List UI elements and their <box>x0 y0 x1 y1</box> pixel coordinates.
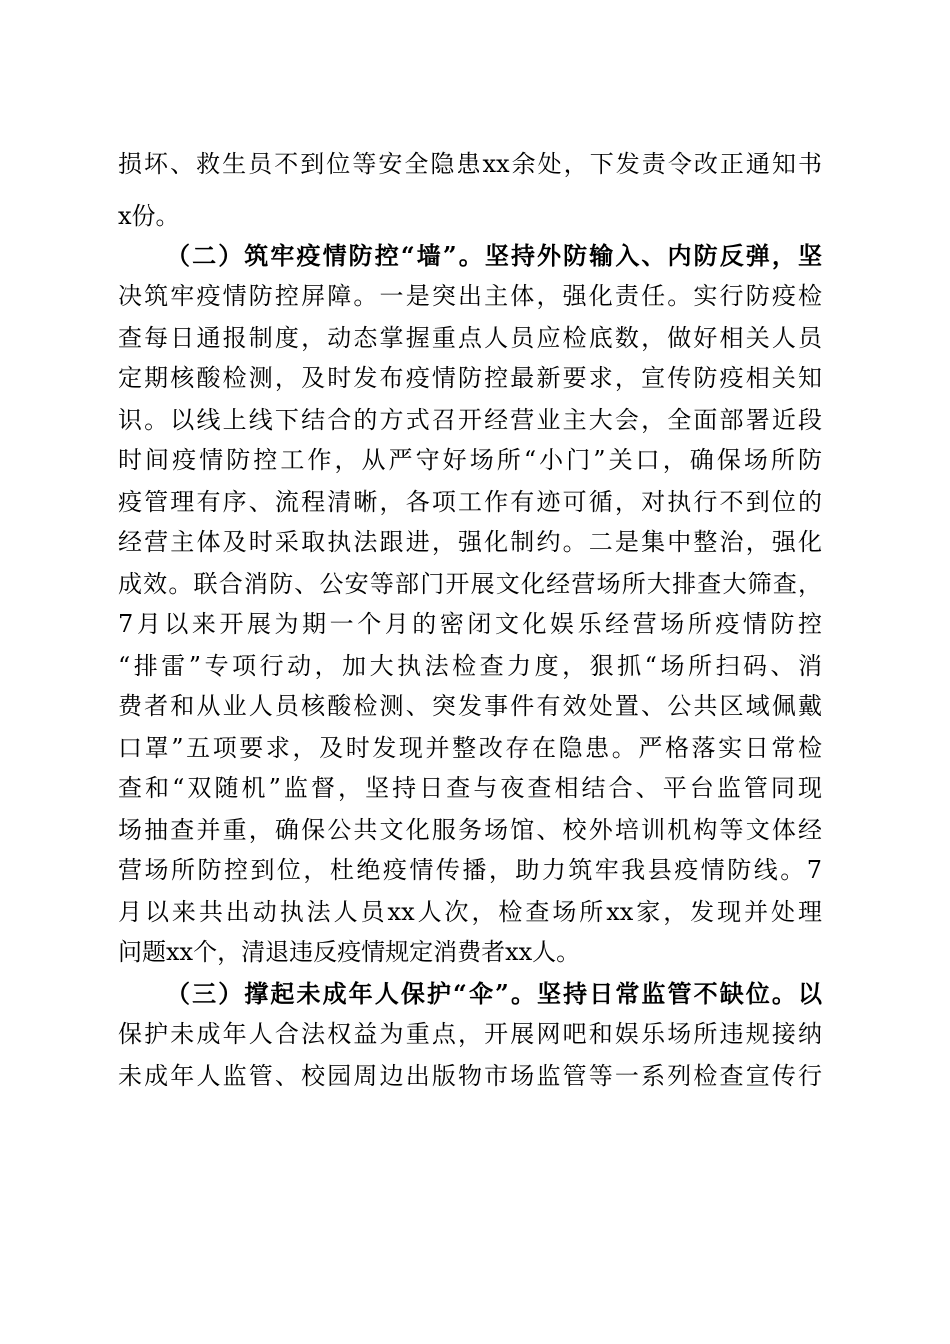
text-line: 定期核酸检测，及时发布疫情防控最新要求，宣传防疫相关知 <box>118 364 822 392</box>
text-line: 识。以线上线下结合的方式召开经营业主大会，全面部署近段 <box>118 406 822 434</box>
text-line: 决筑牢疫情防控屏障。一是突出主体，强化责任。实行防疫检 <box>118 282 822 310</box>
text-line: 费者和从业人员核酸检测、突发事件有效处置、公共区域佩戴 <box>118 692 822 720</box>
text-line: 营场所防控到位，杜绝疫情传播，助力筑牢我县疫情防线。7 <box>118 856 822 884</box>
text-line: 成效。联合消防、公安等部门开展文化经营场所大排查大筛查， <box>118 570 822 598</box>
section-heading-line: （三）撑起未成年人保护“伞”。坚持日常监管不缺位。以 <box>166 979 822 1008</box>
text-line: x份。 <box>118 202 180 230</box>
text-line: 查和“双随机”监督，坚持日查与夜查相结合、平台监管同现 <box>118 774 822 802</box>
text-line: 时间疫情防控工作，从严守好场所“小门”关口，确保场所防 <box>118 446 822 474</box>
text-line: “排雷”专项行动，加大执法检查力度，狠抓“场所扫码、消 <box>118 652 822 680</box>
text-line: 场抽查并重，确保公共文化服务场馆、校外培训机构等文体经 <box>118 816 822 844</box>
text-line: 未成年人监管、校园周边出版物市场监管等一系列检查宣传行 <box>118 1062 822 1090</box>
text-line: 口罩”五项要求，及时发现并整改存在隐患。严格落实日常检 <box>118 734 822 762</box>
section-heading-line: （二）筑牢疫情防控“墙”。坚持外防输入、内防反弹，坚 <box>166 241 822 270</box>
text-line: 问题xx个，清退违反疫情规定消费者xx人。 <box>118 938 581 966</box>
text-line: 7月以来开展为期一个月的密闭文化娱乐经营场所疫情防控 <box>118 610 822 638</box>
text-line: 疫管理有序、流程清晰，各项工作有迹可循，对执行不到位的 <box>118 488 822 516</box>
text-line: 查每日通报制度，动态掌握重点人员应检底数，做好相关人员 <box>118 324 822 352</box>
text-line: 保护未成年人合法权益为重点，开展网吧和娱乐场所违规接纳 <box>118 1020 822 1048</box>
text-line: 损坏、救生员不到位等安全隐患xx余处，下发责令改正通知书 <box>118 150 822 178</box>
text-line: 经营主体及时采取执法跟进，强化制约。二是集中整治，强化 <box>118 528 822 556</box>
text-line: 月以来共出动执法人员xx人次，检查场所xx家，发现并处理 <box>118 898 822 926</box>
